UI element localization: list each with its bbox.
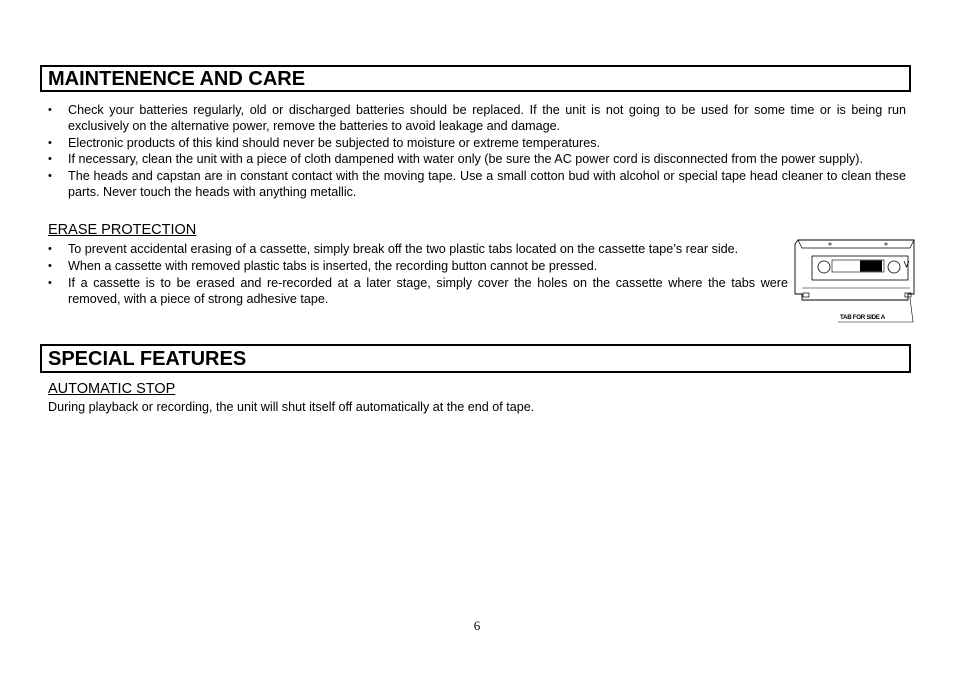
list-item: • Electronic products of this kind should never be subjected to moisture or extreme temperatures. xyxy=(48,135,906,151)
page-number: 6 xyxy=(473,618,481,633)
maintenance-list xyxy=(48,102,906,200)
list-item: • The heads and capstan are in constant contact with the moving tape. Use a small cotton bud with alcohol or special tape head cleaner to clean these parts. Never touch the heads with anything metallic. xyxy=(48,168,906,200)
list-item: • Check your batteries regularly, old or discharged batteries should be replaced. If the unit is not going to be used for some time or is being run exclusively on the alternative power, remove the batteries to avoid leakage and damage. xyxy=(48,102,906,134)
special-features-header xyxy=(40,344,911,373)
automatic-stop-text: During playback or recording, the unit will shut itself off automatically at the end of tape. xyxy=(48,400,535,414)
maintenance-header xyxy=(40,65,911,92)
list-item: • If a cassette is to be erased and re-recorded at a later stage, simply cover the holes on the cassette where the tabs were removed, with a piece of strong adhesive tape. xyxy=(48,275,788,307)
list-item: • When a cassette with removed plastic tabs is inserted, the recording button cannot be pressed. xyxy=(48,258,788,274)
tab-label: TAB FOR SIDE A xyxy=(840,314,885,321)
special-features-title: SPECIAL FEATURES xyxy=(48,348,247,370)
list-item: • To prevent accidental erasing of a cassette, simply break off the two plastic tabs located on the cassette tape’s rear side. xyxy=(48,241,788,257)
cassette-tape-icon xyxy=(790,236,918,326)
erase-protection-heading: ERASE PROTECTION xyxy=(48,222,197,238)
maintenance-title: MAINTENENCE AND CARE xyxy=(48,68,306,90)
list-item: • If necessary, clean the unit with a piece of cloth dampened with water only (be sure the AC power cord is disconnected from the power supply). xyxy=(48,151,906,167)
erase-protection-list xyxy=(48,241,788,308)
automatic-stop-heading: AUTOMATIC STOP xyxy=(48,381,176,397)
